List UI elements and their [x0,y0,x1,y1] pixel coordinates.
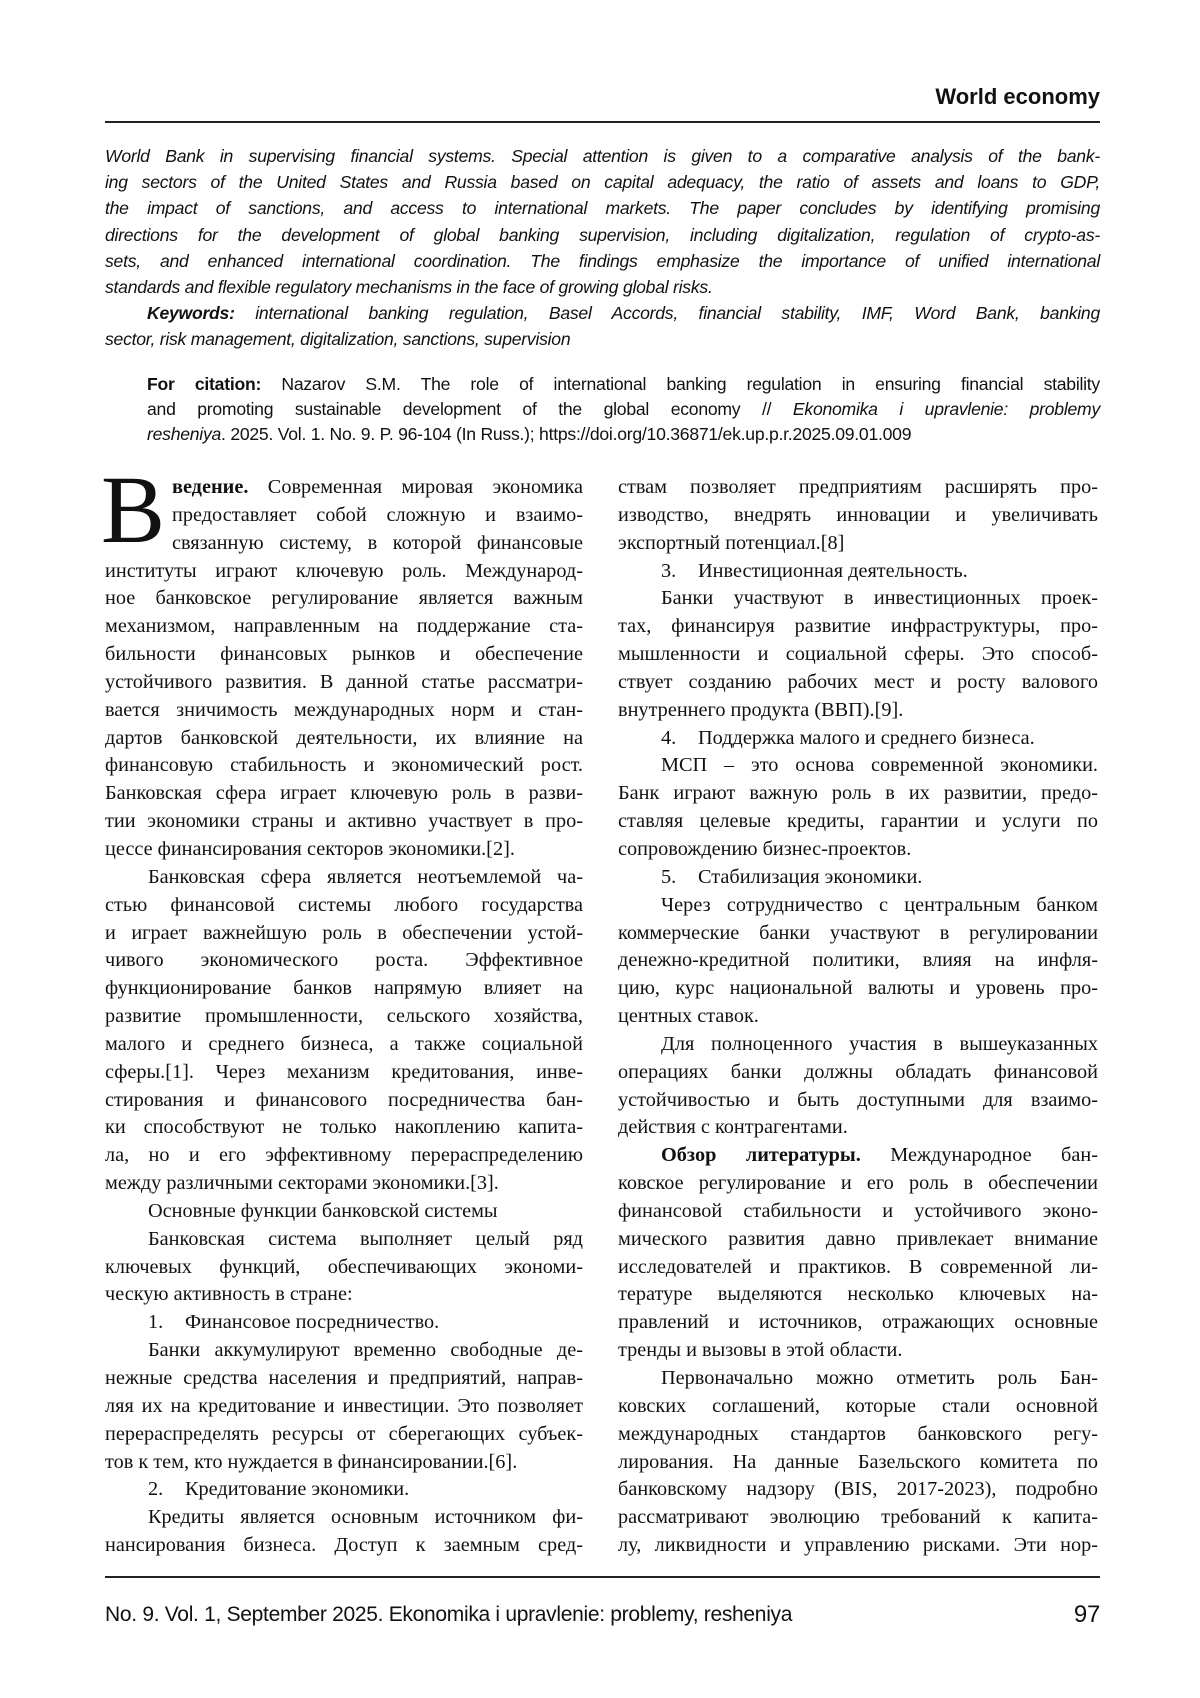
text-line [105,274,1100,300]
text-line [105,1087,583,1115]
text: Современная мировая экономика [248,476,583,498]
text: мического развития давно привлекает внимание [618,1228,1098,1250]
text-line [105,530,583,558]
text-line [105,1226,583,1254]
text-line [618,947,1098,975]
text-line [105,975,583,1003]
text-line [105,892,583,920]
text-line [105,1142,583,1170]
abstract [105,143,1100,353]
text-line [105,585,583,613]
text-line [105,836,583,864]
text: внутреннего продукта (ВВП).[9]. [618,699,903,721]
text: Инвестиционная деятельность. [698,560,968,582]
text-line [105,947,583,975]
text: чивого экономического роста. Эффективное [105,949,583,971]
text-line [105,1504,583,1532]
text-line [618,1198,1098,1226]
text-line [105,1449,583,1477]
list-number: 4. [661,725,698,753]
text: связанную систему, в которой финансовые [172,532,583,554]
text: ставляя целевые кредиты, гарантии и услуги по [618,810,1098,832]
text: тах, финансируя развитие инфраструктуры, про- [618,615,1098,637]
text-line [105,169,1100,195]
text: ствам позволяет предприятиям расширять про- [618,476,1098,498]
text: бильности финансовых рынков и обеспечение [105,643,583,665]
text-line [618,1031,1098,1059]
text: стью финансовой системы любого государства [105,894,583,916]
text: Банковская система выполняет целый ряд [148,1228,583,1250]
text: World Bank in supervising financial systems. Special attention is given to a comparative analysis of the bank- [105,146,1100,166]
text-line [105,1003,583,1031]
text-line [618,725,1098,753]
bold-text: Обзор литературы. [661,1144,861,1166]
text: предоставляет собой сложную и взаимо- [172,504,583,526]
text: Банки аккумулируют временно свободные де- [148,1339,583,1361]
text: рассматривают эволюцию требований к капита- [618,1506,1098,1528]
text: правлений и источников, отражающих основные [618,1311,1098,1333]
text: исследователей и практиков. В современной ли- [618,1256,1098,1278]
text: Банковская сфера играет ключевую роль в разви- [105,782,583,804]
text-line [618,641,1098,669]
list-number: 2. [148,1476,185,1504]
text: ки способствуют не только накоплению капита- [105,1116,583,1138]
text-line [105,143,1100,169]
text: нансирования бизнеса. Доступ к заемным сред- [105,1534,583,1556]
text-line [618,1003,1098,1031]
text: ковское регулирование и его роль в обеспечении [618,1172,1098,1194]
footer-rule [105,1576,1100,1578]
text-line [618,1226,1098,1254]
text: Международное бан- [861,1144,1098,1166]
text: цию, курс национальной валюты и уровень про- [618,977,1098,999]
text-line [618,1059,1098,1087]
text-line [105,1365,583,1393]
text: Банк играют важную роль в их развитии, предо- [618,782,1098,804]
text: сферы.[1]. Через механизм кредитования, инве- [105,1061,583,1083]
text-line [618,780,1098,808]
text-line [618,1532,1098,1560]
footer [105,1603,1100,1627]
text-line [618,669,1098,697]
text-line [618,585,1098,613]
text-line [105,1532,583,1560]
text-line [618,1449,1098,1477]
text-line [105,1476,583,1504]
text-line [618,752,1098,780]
text-line [105,920,583,948]
text-line [105,1393,583,1421]
text: малого и среднего бизнеса, а также социальной [105,1033,583,1055]
text-line [105,222,1100,248]
text: Для полноценного участия в вышеуказанных [661,1033,1098,1055]
text-line [105,502,583,530]
list-number: 1. [148,1309,185,1337]
text: Стабилизация экономики. [698,866,922,888]
text-line [105,1114,583,1142]
text: sets, and enhanced international coordination. The findings emphasize the importance of unified international [105,251,1100,271]
text-line [105,300,1100,326]
text: денежно-кредитной политики, влияя на инфля- [618,949,1098,971]
text: Поддержка малого и среднего бизнеса. [698,727,1035,749]
text: развитие промышленности, сельского хозяйства, [105,1005,583,1027]
text: Банковская сфера является неотъемлемой ча- [148,866,583,888]
text-line [147,397,1100,422]
italic-text: Ekonomika i upravlenie: problemy [793,399,1100,419]
text: дартов банковской деятельности, их влияние на [105,727,583,749]
text-line [618,808,1098,836]
text-line [105,1337,583,1365]
text-line [105,1254,583,1282]
text: Банки участвуют в инвестиционных проек- [661,587,1098,609]
text: ческую активность в стране: [105,1283,353,1305]
text-line [105,752,583,780]
text: операциях банки должны обладать финансовой [618,1061,1098,1083]
text: Кредиты является основным источником фи- [148,1506,583,1528]
text: Через сотрудничество с центральным банком [661,894,1098,916]
text: ное банковское регулирование является важным [105,587,583,609]
text-line [105,1059,583,1087]
text: нежные средства населения и предприятий, направ- [105,1367,583,1389]
text-line [105,558,583,586]
text: тренды и вызовы в этой области. [618,1339,902,1361]
text-line [105,326,1100,352]
section-title: World economy [935,84,1100,110]
text-line [618,1114,1098,1142]
text: тов к тем, кто нуждается в финансировании.[6]. [105,1451,517,1473]
text: тературе выделяются несколько ключевых на- [618,1283,1098,1305]
text: устойчивостью и быть доступными для взаимо- [618,1089,1098,1111]
text-line [618,1142,1098,1170]
text: ковских соглашений, которые стали основной [618,1395,1098,1417]
text-line [105,725,583,753]
text-line [105,474,583,502]
text: мышленности и социальной сферы. Это способ- [618,643,1098,665]
text: sector, risk management, digitalization, sanctions, supervision [105,329,570,349]
text-line [105,780,583,808]
text-line [618,920,1098,948]
text-line [105,1421,583,1449]
text: центных ставок. [618,1005,759,1027]
body-column-right [618,474,1098,1560]
text: между различными секторами экономики.[3]. [105,1172,499,1194]
text: коммерческие банки участвуют в регулировании [618,922,1098,944]
text-line [618,1421,1098,1449]
text-line [618,697,1098,725]
text: МСП – это основа современной экономики. [661,754,1098,776]
text-line [105,808,583,836]
text-line [105,248,1100,274]
text: банковскому надзору (BIS, 2017-2023), подробно [618,1478,1098,1500]
citation [147,372,1100,447]
text: Основные функции банковской системы [148,1200,498,1222]
text: финансовой стабильности и устойчивого эконо- [618,1200,1098,1222]
text-line [105,697,583,725]
text: механизмом, направленным на поддержание ста- [105,615,583,637]
text: изводство, внедрять инновации и увеличивать [618,504,1098,526]
text-line [618,1365,1098,1393]
text-line [105,669,583,697]
text-line [618,864,1098,892]
text-line [618,502,1098,530]
text: перераспределять ресурсы от сберегающих субъек- [105,1423,583,1445]
text: Nazarov S.M. The role of international banking regulation in ensuring financial stability [261,374,1100,394]
text-line [618,474,1098,502]
text: финансовую стабильность и экономический рост. [105,754,583,776]
text: институты играют ключевую роль. Международ- [105,560,583,582]
text: international banking regulation, Basel Accords, financial stability, IMF, Word Bank, banking [235,303,1100,323]
text-line [618,558,1098,586]
text-line [105,613,583,641]
text: функционирование банков напрямую влияет на [105,977,583,999]
list-number: 5. [661,864,698,892]
italic-text: resheniya [147,424,221,444]
text: стирования и финансового посредничества бан- [105,1089,583,1111]
text-line [618,1476,1098,1504]
journal-info: No. 9. Vol. 1, September 2025. Ekonomika i upravlenie: problemy, resheniya [105,1603,792,1626]
text: directions for the development of global banking supervision, including digitalization, regulation of crypto-as- [105,225,1100,245]
text: . 2025. Vol. 1. No. 9. P. 96-104 (In Russ.); https://doi.org/10.36871/ek.up.p.r.2025.09.01.009 [221,424,911,444]
text: сопровождению бизнес-проектов. [618,838,911,860]
text: устойчивого развития. В данной статье рассматри- [105,671,583,693]
text-line [618,892,1098,920]
text-line [105,1198,583,1226]
text-line [618,1504,1098,1532]
text-line [618,1087,1098,1115]
text: лу, ликвидности и управлению рисками. Эти нор- [618,1534,1098,1556]
text: ствует созданию рабочих мест и росту валового [618,671,1098,693]
text-line [105,195,1100,221]
text: ляя их на кредитование и инвестиции. Это позволяет [105,1395,583,1417]
text: тии экономики страны и активно участвует в про- [105,810,583,832]
text-line [105,1031,583,1059]
text: Финансовое посредничество. [185,1311,439,1333]
drop-cap: В [101,462,165,558]
text: цессе финансирования секторов экономики.[2]. [105,838,515,860]
text: ing sectors of the United States and Russia based on capital adequacy, the ratio of assets and loans to GDP, [105,172,1100,192]
text: Первоначально можно отметить роль Бан- [661,1367,1098,1389]
text-line [618,613,1098,641]
text: действия с контрагентами. [618,1116,848,1138]
text-line [618,1281,1098,1309]
text: ключевых функций, обеспечивающих экономи- [105,1256,583,1278]
bold-text: ведение. [172,476,248,498]
text-line [618,1393,1098,1421]
text-line [618,530,1098,558]
text-line [105,864,583,892]
list-number: 3. [661,558,698,586]
text-line [105,1309,583,1337]
text-line [618,1337,1098,1365]
header-rule [105,121,1100,123]
text: вается зничимость международных норм и стан- [105,699,583,721]
text-line [618,836,1098,864]
text-line [618,975,1098,1003]
text-line [618,1254,1098,1282]
text: Кредитование экономики. [185,1478,409,1500]
text-line [618,1170,1098,1198]
text: ла, но и его эффективному перераспределению [105,1144,583,1166]
text: and promoting sustainable development of the global economy // [147,399,793,419]
text: и играет важнейшую роль в обеспечении устой- [105,922,583,944]
text: лирования. На данные Базельского комитета по [618,1451,1098,1473]
text: международных стандартов банковского регу- [618,1423,1098,1445]
bold-text: Keywords: [147,303,235,323]
text-line [147,372,1100,397]
text-line [105,1170,583,1198]
body-column-left [105,474,583,1560]
page-number: 97 [1074,1601,1100,1629]
text-line [105,1281,583,1309]
text: standards and flexible regulatory mechanisms in the face of growing global risks. [105,277,713,297]
text-line [618,1309,1098,1337]
text-line [105,641,583,669]
text: the impact of sanctions, and access to international markets. The paper concludes by identifying promising [105,198,1100,218]
text: экспортный потенциал.[8] [618,532,844,554]
bold-text: For citation: [147,374,261,394]
text-line [147,422,1100,447]
